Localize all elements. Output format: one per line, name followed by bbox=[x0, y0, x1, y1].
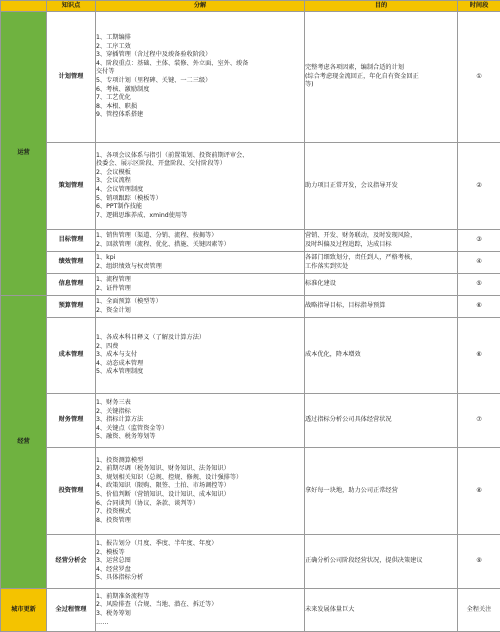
purpose-text: 助力项目正常开发，会议指导开发 bbox=[305, 182, 457, 191]
purpose-text: 各部门细致划分，责任到人，严格考核， bbox=[305, 254, 457, 263]
breakdown-item: 1、前期准备流程等 bbox=[96, 593, 304, 602]
breakdown-item: 2、组织绩效与权责管理 bbox=[96, 263, 304, 272]
breakdown-item: 4、政策知识（限购、限签、土拍、市场调控等） bbox=[96, 482, 304, 491]
breakdown-cell bbox=[96, 394, 305, 448]
purpose-text: 标准化建设 bbox=[305, 280, 457, 289]
time-period: ⑥ bbox=[458, 296, 500, 318]
breakdown-cell bbox=[96, 535, 305, 589]
breakdown-item: 5、专项计划（里程碑、关键、一二三级） bbox=[96, 77, 304, 86]
purpose-text: 工作落实到实处 bbox=[305, 263, 457, 272]
table-row bbox=[1, 318, 500, 394]
purpose-text: 拿好每一块地，助力公司正常经营 bbox=[305, 487, 457, 496]
breakdown-cell bbox=[96, 230, 305, 252]
breakdown-item: 6、PPT制作技能 bbox=[96, 203, 304, 212]
purpose-text: 及时纠偏及过程追踪，达成目标 bbox=[305, 241, 457, 250]
breakdown-item: 4、阶段重点：基础、主体、装修、外立面、室外、竣备 bbox=[96, 60, 304, 69]
purpose-cell bbox=[305, 318, 458, 394]
breakdown-item: 4、关键点（监管资金等） bbox=[96, 425, 304, 434]
breakdown-item: …… bbox=[96, 619, 304, 628]
breakdown-item: 2、风险排查（合规、当地、潜在、拆迁等） bbox=[96, 601, 304, 610]
breakdown-item: 3、运营总图 bbox=[96, 557, 304, 566]
breakdown-item: 4、经营罗盘 bbox=[96, 566, 304, 575]
breakdown-item: 1、销售管理（渠道、分销、流程、按揭等） bbox=[96, 232, 304, 241]
purpose-text: (综合考虑现金流回正，年化自有资金回正 bbox=[305, 73, 457, 82]
breakdown-item: 1、工期编排 bbox=[96, 34, 304, 43]
time-period: ① bbox=[458, 12, 500, 143]
breakdown-cell bbox=[96, 143, 305, 230]
breakdown-cell bbox=[96, 589, 305, 632]
breakdown-item: 投委会、展示区阶段、开盘阶段、交付阶段等） bbox=[96, 160, 304, 169]
purpose-cell bbox=[305, 448, 458, 535]
table-row bbox=[1, 296, 500, 318]
breakdown-item: 1、财务三表 bbox=[96, 399, 304, 408]
purpose-cell bbox=[305, 252, 458, 274]
table-row bbox=[1, 535, 500, 589]
breakdown-item: 1、报告划分（月度、季度、半年度、年度） bbox=[96, 540, 304, 549]
header-row bbox=[1, 1, 500, 12]
knowledge-point: 全过程管理 bbox=[47, 589, 96, 632]
breakdown-item: 1、全面预算（模型等） bbox=[96, 298, 304, 307]
breakdown-item: 1、kpi bbox=[96, 254, 304, 263]
breakdown-item: 2、四费 bbox=[96, 343, 304, 352]
breakdown-item: 5、具体指标分析 bbox=[96, 574, 304, 583]
breakdown-item: 3、会议流程 bbox=[96, 177, 304, 186]
breakdown-item: 8、投资管理 bbox=[96, 517, 304, 526]
breakdown-item: 3、穿插管理（含过程中及竣备验收阶段） bbox=[96, 51, 304, 60]
breakdown-cell bbox=[96, 318, 305, 394]
purpose-text: 战略指导目标，目标指导预算 bbox=[305, 302, 457, 311]
breakdown-item: 2、资金计划 bbox=[96, 307, 304, 316]
breakdown-item: 6、合同谈判（协议、条款、谈判等） bbox=[96, 500, 304, 509]
breakdown-item: 2、模板等 bbox=[96, 549, 304, 558]
breakdown-item: 3、成本与支付 bbox=[96, 351, 304, 360]
purpose-cell bbox=[305, 296, 458, 318]
knowledge-point: 信息管理 bbox=[47, 274, 96, 296]
purpose-text: 营销、开发、财务联动，及时发现风险， bbox=[305, 232, 457, 241]
time-period: ④ bbox=[458, 252, 500, 274]
time-period: ⑨ bbox=[458, 535, 500, 589]
breakdown-item: 2、工序工效 bbox=[96, 43, 304, 52]
breakdown-item: 5、销项跟踪（模板等） bbox=[96, 195, 304, 204]
breakdown-cell bbox=[96, 448, 305, 535]
breakdown-item: 4、动态成本管理 bbox=[96, 360, 304, 369]
time-period: ⑥ bbox=[458, 318, 500, 394]
header-time-period: 时间段 bbox=[458, 1, 500, 12]
breakdown-item: 3、税务筹划 bbox=[96, 610, 304, 619]
section-label: 城市更新 bbox=[1, 589, 47, 632]
breakdown-item: 7、投资模式 bbox=[96, 508, 304, 517]
purpose-text: 成本优化，降本增效 bbox=[305, 351, 457, 360]
breakdown-item: 2、回款管理（流程、优化、措施、关键因素等） bbox=[96, 241, 304, 250]
purpose-cell bbox=[305, 274, 458, 296]
section-label: 经营 bbox=[1, 296, 47, 589]
header-breakdown: 分解 bbox=[96, 1, 305, 12]
breakdown-item: 2、前期尽调（税务知识、财务知识、法务知识） bbox=[96, 465, 304, 474]
breakdown-item: 5、融资、税务筹划等 bbox=[96, 433, 304, 442]
purpose-cell bbox=[305, 535, 458, 589]
section-label: 运营 bbox=[1, 12, 47, 296]
time-period: ⑦ bbox=[458, 394, 500, 448]
breakdown-item: 5、价值判断（营销知识、设计知识、成本知识） bbox=[96, 491, 304, 500]
purpose-cell bbox=[305, 589, 458, 632]
header-blank bbox=[1, 1, 47, 12]
table-row bbox=[1, 394, 500, 448]
knowledge-point: 绩效管理 bbox=[47, 252, 96, 274]
purpose-text: 完整考虑各项因素，编制合适的计划 bbox=[305, 64, 457, 73]
time-period: 全程关注 bbox=[458, 589, 500, 632]
header-knowledge-point: 知识点 bbox=[47, 1, 96, 12]
knowledge-point: 策划管理 bbox=[47, 143, 96, 230]
breakdown-cell bbox=[96, 274, 305, 296]
breakdown-item: 交付等 bbox=[96, 68, 304, 77]
knowledge-point: 目标管理 bbox=[47, 230, 96, 252]
table-row bbox=[1, 143, 500, 230]
knowledge-point: 预算管理 bbox=[47, 296, 96, 318]
breakdown-cell bbox=[96, 12, 305, 143]
purpose-cell bbox=[305, 12, 458, 143]
breakdown-item: 3、指标计算方法 bbox=[96, 416, 304, 425]
purpose-text: 未来发展体量巨大 bbox=[305, 606, 457, 615]
breakdown-item: 3、规划相关知识（总规、控规、修规、设计强排等） bbox=[96, 474, 304, 483]
breakdown-item: 1、流程管理 bbox=[96, 276, 304, 285]
breakdown-item: 5、成本管理制度 bbox=[96, 368, 304, 377]
breakdown-item: 7、逻辑思维养成、xmind使用等 bbox=[96, 212, 304, 221]
table-row bbox=[1, 230, 500, 252]
breakdown-item: 2、关键指标 bbox=[96, 408, 304, 417]
table-row bbox=[1, 252, 500, 274]
purpose-text: 正确分析公司阶段经营状况，提供决策建议 bbox=[305, 557, 457, 566]
breakdown-item: 1、各成本科目释义（了解及计算方法） bbox=[96, 334, 304, 343]
breakdown-item: 2、证件管理 bbox=[96, 285, 304, 294]
breakdown-cell bbox=[96, 252, 305, 274]
purpose-text: 透过指标分析公司具体经营状况 bbox=[305, 416, 457, 425]
breakdown-item: 1、投资测算模型 bbox=[96, 457, 304, 466]
breakdown-item: 6、考核、激励制度 bbox=[96, 86, 304, 95]
knowledge-point: 成本管理 bbox=[47, 318, 96, 394]
knowledge-point: 经营分析会 bbox=[47, 535, 96, 589]
table-row bbox=[1, 274, 500, 296]
purpose-cell bbox=[305, 230, 458, 252]
breakdown-item: 7、工艺优化 bbox=[96, 94, 304, 103]
time-period: ② bbox=[458, 143, 500, 230]
breakdown-item: 9、管控体系搭建 bbox=[96, 111, 304, 120]
breakdown-item: 4、会议管理制度 bbox=[96, 186, 304, 195]
time-period: ③ bbox=[458, 230, 500, 252]
table-row bbox=[1, 12, 500, 143]
breakdown-cell bbox=[96, 296, 305, 318]
purpose-text: 等) bbox=[305, 81, 457, 90]
knowledge-point: 计划管理 bbox=[47, 12, 96, 143]
time-period: ⑧ bbox=[458, 448, 500, 535]
breakdown-item: 2、会议模板 bbox=[96, 169, 304, 178]
header-purpose: 目的 bbox=[305, 1, 458, 12]
table-row bbox=[1, 589, 500, 632]
knowledge-point: 投资管理 bbox=[47, 448, 96, 535]
knowledge-point: 财务管理 bbox=[47, 394, 96, 448]
breakdown-item: 8、本根、职损 bbox=[96, 103, 304, 112]
time-period: ⑤ bbox=[458, 274, 500, 296]
purpose-cell bbox=[305, 143, 458, 230]
purpose-cell bbox=[305, 394, 458, 448]
breakdown-item: 1、各项会议体系与指引（前置策划、投资前期评审会、 bbox=[96, 152, 304, 161]
table-row bbox=[1, 448, 500, 535]
